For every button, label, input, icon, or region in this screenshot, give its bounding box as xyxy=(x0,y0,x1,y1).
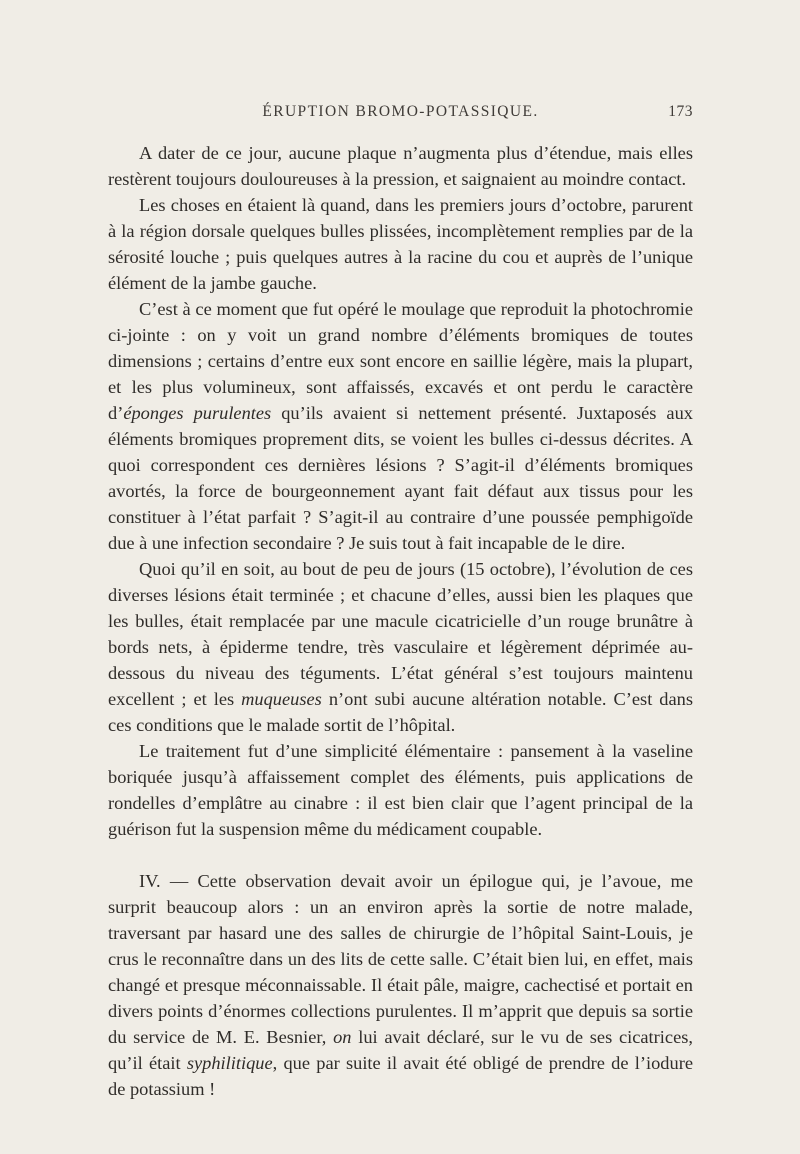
paragraph xyxy=(108,868,693,1102)
paragraph xyxy=(108,296,693,556)
italic-text: muqueuses xyxy=(241,689,322,709)
paragraph xyxy=(108,192,693,296)
text-segment: Quoi qu’il en soit, au bout de peu de jours (15 octobre), l’évolution de ces diverses lésions était terminée ; et chacune d’elles, aussi bien les plaques que les bulles, était remplacée par une macule cicatricielle d’un rouge brunâtre à bords nets, à épiderme tendre, très vasculaire et légèrement déprimée au-dessous du niveau des téguments. L’état général s’est toujours maintenu excellent ; et les xyxy=(108,559,693,709)
italic-text: on xyxy=(333,1027,352,1047)
running-title: ÉRUPTION BROMO-POTASSIQUE. xyxy=(262,103,539,120)
text-segment: Le traitement fut d’une simplicité élémentaire : pansement à la vaseline boriquée jusqu’à affaissement complet des éléments, puis applications de rondelles d’emplâtre au cinabre : il est bien clair que l’agent principal de la guérison fut la suspension même du médicament coupable. xyxy=(108,741,693,839)
paragraph xyxy=(108,556,693,738)
italic-text: syphilitique xyxy=(186,1053,273,1073)
text-segment: lui avait déclaré, sur le vu de ses cicatrices, qu’il était xyxy=(108,1027,693,1073)
text-segment: C’est à ce moment que fut opéré le moulage que reproduit la photochromie ci-jointe : on y voit un grand nombre d’éléments bromiques de toutes dimensions ; certains d’entre eux sont encore en saillie légère, mais la plupart, et les plus volumineux, sont affaissés, excavés et ont perdu le caractère d’ xyxy=(108,299,693,423)
italic-text: éponges purulentes xyxy=(123,403,272,423)
text-segment: IV. — Cette observation devait avoir un épilogue qui, je l’avoue, me surprit beaucoup alors : un an environ après la sortie de notre malade, traversant par hasard une des salles de chirurgie de l’hôpital Saint-Louis, je crus le reconnaître dans un des lits de cette salle. C’était bien lui, en effet, mais changé et presque méconnaissable. Il était pâle, maigre, cachectisé et portait en divers points d’énormes collections purulentes. Il m’apprit que depuis sa sortie du service de M. E. Besnier, xyxy=(108,871,693,1047)
text-segment: Les choses en étaient là quand, dans les premiers jours d’octobre, parurent à la région dorsale quelques bulles plissées, incomplètement remplies par de la sérosité louche ; puis quelques autres à la racine du cou et auprès de l’unique élément de la jambe gauche. xyxy=(108,195,693,293)
page-header xyxy=(108,101,693,125)
paragraph xyxy=(108,140,693,192)
text-segment: A dater de ce jour, aucune plaque n’augmenta plus d’étendue, mais elles restèrent toujours douloureuses à la pression, et saignaient au moindre contact. xyxy=(108,143,693,189)
text-segment: n’ont subi aucune altération notable. C’est dans ces conditions que le malade sortit de l’hôpital. xyxy=(108,689,694,735)
text-segment: , que par suite il avait été obligé de prendre de l’iodure de potassium ! xyxy=(108,1053,693,1099)
paragraph xyxy=(108,738,693,842)
body-text xyxy=(108,140,693,1102)
page-number: 173 xyxy=(668,103,693,120)
text-segment: qu’ils avaient si nettement présenté. Juxtaposés aux éléments bromiques proprement dits, se voient les bulles ci-dessus décrites. A quoi correspondent ces dernières lésions ? S’agit-il d’éléments bromiques avortés, la force de bourgeonnement ayant fait défaut aux tissus pour les constituer à l’état parfait ? S’agit-il au contraire d’une poussée pemphigoïde due à une infection secondaire ? Je suis tout à fait incapable de le dire. xyxy=(108,403,693,553)
